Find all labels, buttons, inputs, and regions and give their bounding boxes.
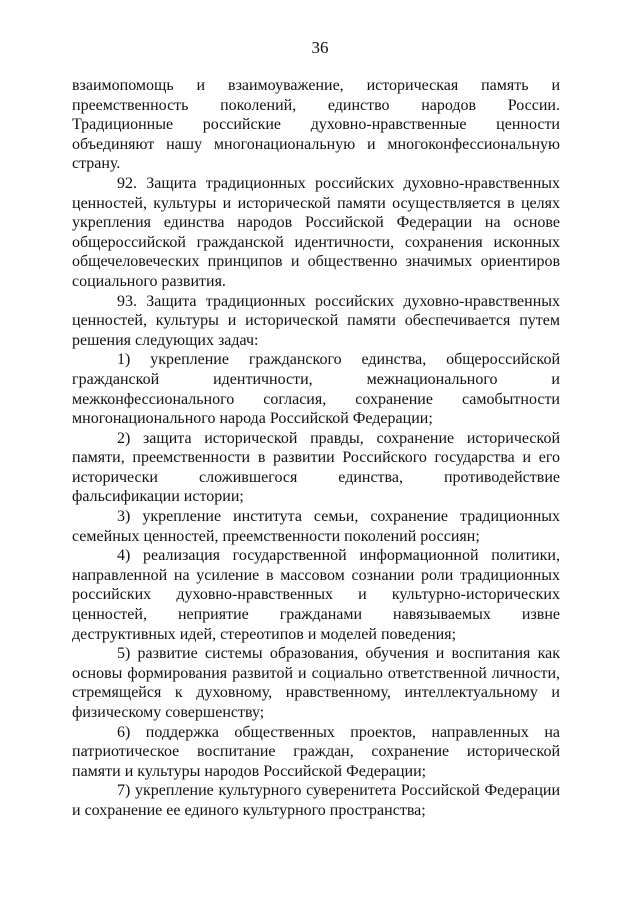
text-line: социального развития. (72, 272, 226, 290)
text-line: укрепления единства народов Российской Федерации на основе (72, 214, 560, 232)
text-line: 7) укрепление культурного суверенитета Российской Федерации (117, 782, 560, 800)
text-line: памяти и культуры народов Российской Федерации; (72, 762, 427, 780)
text-line: межконфессионального согласия, сохранение самобытности (72, 390, 560, 408)
text-line: 5) развитие системы образования, обучения и воспитания как (117, 645, 560, 663)
paragraph-item-1 (72, 350, 560, 428)
text-line: ценностей, неприятие гражданами навязываемых извне (72, 606, 560, 624)
text-line: ценностей, культуры и исторической памяти осуществляется в целях (72, 194, 560, 212)
text-line: семейных ценностей, преемственности поколений россиян; (72, 527, 480, 545)
paragraph-item-5 (72, 644, 560, 722)
text-line: фальсификации истории; (72, 488, 244, 506)
paragraph-item-4 (72, 546, 560, 644)
text-line: и сохранение ее единого культурного пространства; (72, 801, 426, 819)
text-line: 4) реализация государственной информационной политики, (117, 547, 560, 565)
text-line: 6) поддержка общественных проектов, направленных на (117, 723, 560, 741)
text-line: взаимопомощь и взаимоуважение, историческая память и (72, 77, 560, 94)
text-line: 92. Защита традиционных российских духовно-нравственных (117, 174, 560, 192)
paragraph-p-continuation (72, 76, 560, 174)
text-line: 2) защита исторической правды, сохранение исторической (117, 429, 560, 447)
paragraph-p-93 (72, 292, 560, 351)
text-line: общероссийской гражданской идентичности, сохранения исконных (72, 233, 560, 251)
paragraph-item-2 (72, 429, 560, 507)
text-line: объединяют нашу многонациональную и многоконфессиональную (72, 135, 560, 153)
text-line: деструктивных идей, стереотипов и моделей поведения; (72, 625, 457, 643)
paragraph-p-92 (72, 174, 560, 292)
text-line: исторически сложившегося единства, противодействие (72, 468, 560, 486)
text-line: 93. Защита традиционных российских духовно-нравственных (117, 292, 560, 310)
text-line: 1) укрепление гражданского единства, общероссийской (117, 351, 560, 369)
text-line: физическому совершенству; (72, 704, 265, 721)
text-line: многонационального народа Российской Федерации; (72, 410, 433, 428)
paragraph-item-7 (72, 781, 560, 820)
text-line: стремящейся к духовному, нравственному, интеллектуальному и (72, 684, 560, 702)
text-line: страну. (72, 155, 121, 173)
paragraph-item-6 (72, 723, 560, 782)
text-line: российских духовно-нравственных и культурно-исторических (72, 586, 560, 604)
text-line: направленной на усиление в массовом сознании роли традиционных (72, 566, 560, 584)
text-line: общечеловеческих принципов и общественно значимых ориентиров (72, 253, 560, 271)
text-line: 3) укрепление института семьи, сохранение традиционных (117, 508, 560, 526)
text-line: патриотическое воспитание граждан, сохранение исторической (72, 743, 560, 761)
text-line: основы формирования развитой и социально ответственной личности, (72, 664, 560, 682)
page-number: 36 (311, 38, 329, 57)
text-line: преемственность поколений, единство народов России. (72, 96, 560, 114)
text-line: гражданской идентичности, межнационального и (72, 370, 560, 388)
paragraph-item-3 (72, 507, 560, 546)
document-body (72, 76, 560, 821)
text-line: Традиционные российские духовно-нравственные ценности (72, 116, 560, 134)
text-line: ценностей, культуры и исторической памяти обеспечивается путем (72, 312, 560, 330)
text-line: памяти, преемственности в развитии Российского государства и его (72, 449, 560, 467)
text-line: решения следующих задач: (72, 331, 259, 349)
